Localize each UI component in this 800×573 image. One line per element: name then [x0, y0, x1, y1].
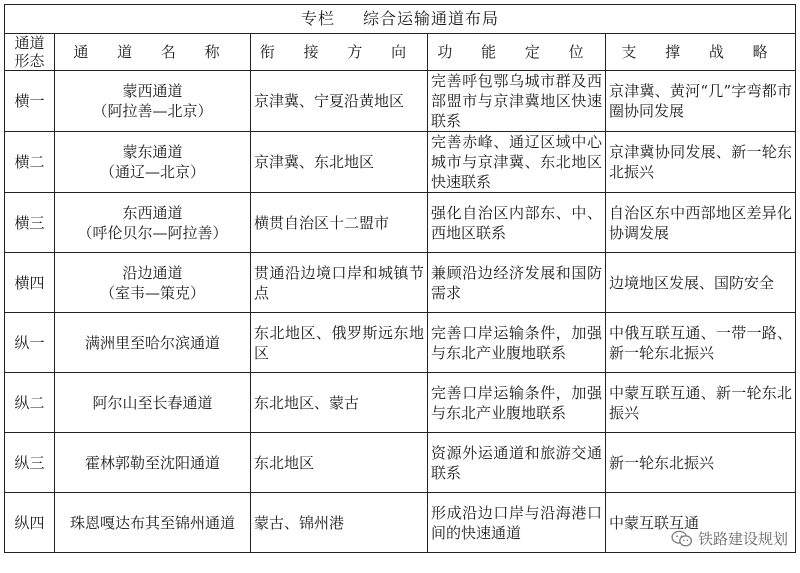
corridor-name: 霍林郭勒至沈阳通道 [84, 453, 220, 472]
cell-form: 横一 [5, 71, 55, 132]
cell-strategy: 自治区东中西部地区差异化协调发展 [606, 193, 796, 253]
corridor-name: 珠恩嘎达布其至锦州通道 [69, 513, 235, 532]
watermark [671, 528, 788, 549]
corridor-name: 蒙西通道 [122, 82, 183, 100]
cell-form: 横三 [5, 193, 55, 253]
title-label: 专栏 [301, 9, 336, 28]
table-row [5, 373, 796, 433]
cell-strategy: 中俄互联互通、一带一路、新一轮东北振兴 [606, 313, 796, 373]
corridor-name: 阿尔山至长春通道 [92, 393, 213, 412]
corridor-route: （室韦—策克） [99, 283, 205, 302]
corridor-name: 满洲里至哈尔滨通道 [84, 333, 220, 352]
title-text: 综合运输通道布局 [363, 9, 500, 28]
cell-form: 横四 [5, 253, 55, 313]
table-row [5, 313, 796, 373]
corridor-name: 沿边通道 [122, 263, 183, 282]
cell-strategy: 边境地区发展、国防安全 [606, 253, 796, 313]
table-row [5, 71, 796, 132]
cell-name [55, 313, 251, 373]
cell-name [55, 71, 251, 132]
cell-direction: 京津冀、宁夏沿黄地区 [251, 71, 428, 132]
table-row [5, 433, 796, 493]
cell-strategy: 中蒙互联互通 [606, 493, 796, 553]
table-row [5, 132, 796, 193]
header-row [5, 34, 796, 71]
cell-function: 形成沿边口岸与沿海港口间的快速通道 [428, 493, 606, 553]
cell-form: 横二 [5, 132, 55, 193]
cell-name [55, 193, 251, 253]
cell-function: 完善呼包鄂乌城市群及西部盟市与京津冀地区快速联系 [428, 71, 606, 132]
header-form: 通道形态 [5, 34, 55, 71]
cell-form: 纵二 [5, 373, 55, 433]
cell-name [55, 373, 251, 433]
header-direction: 衔 接 方 向 [251, 34, 428, 71]
corridor-layout-table [4, 4, 796, 553]
cell-name [55, 132, 251, 193]
corridor-name: 东西通道 [122, 203, 183, 222]
cell-name [55, 433, 251, 493]
cell-function: 兼顾沿边经济发展和国防需求 [428, 253, 606, 313]
cell-strategy: 京津冀、黄河“几”字弯都市圈协同发展 [606, 71, 796, 132]
cell-function: 完善口岸运输条件，加强与东北产业腹地联系 [428, 313, 606, 373]
cell-direction: 京津冀、东北地区 [251, 132, 428, 193]
watermark-text: 铁路建设规划 [697, 530, 788, 548]
table-row [5, 253, 796, 313]
cell-direction: 贯通沿边境口岸和城镇节点 [251, 253, 428, 313]
cell-direction: 横贯自治区十二盟市 [251, 193, 428, 253]
cell-form: 纵一 [5, 313, 55, 373]
cell-form: 纵三 [5, 433, 55, 493]
cell-direction: 蒙古、锦州港 [251, 493, 428, 553]
cell-name [55, 253, 251, 313]
cell-name [55, 493, 251, 553]
cell-strategy: 京津冀协同发展、新一轮东北振兴 [606, 132, 796, 193]
cell-direction: 东北地区、俄罗斯远东地区 [251, 313, 428, 373]
cell-function: 强化自治区内部东、中、西地区联系 [428, 193, 606, 253]
corridor-route: （通辽—北京） [99, 163, 205, 181]
cell-strategy: 新一轮东北振兴 [606, 433, 796, 493]
table-row [5, 193, 796, 253]
cell-function: 完善赤峰、通辽区域中心城市与京津冀、东北地区快速联系 [428, 132, 606, 193]
header-strategy: 支 撑 战 略 [606, 34, 796, 71]
cell-direction: 东北地区、蒙古 [251, 373, 428, 433]
cell-direction: 东北地区 [251, 433, 428, 493]
corridor-route: （呼伦贝尔—阿拉善） [77, 223, 228, 242]
corridor-name: 蒙东通道 [122, 143, 183, 161]
corridor-route: （阿拉善—北京） [92, 102, 213, 120]
header-function: 功 能 定 位 [428, 34, 606, 71]
cell-form: 纵四 [5, 493, 55, 553]
cell-function: 完善口岸运输条件，加强与东北产业腹地联系 [428, 373, 606, 433]
cell-strategy: 中蒙互联互通、新一轮东北振兴 [606, 373, 796, 433]
cell-function: 资源外运通道和旅游交通联系 [428, 433, 606, 493]
header-name: 通 道 名 称 [55, 34, 251, 71]
wechat-icon [671, 530, 693, 548]
table-title [5, 5, 796, 34]
